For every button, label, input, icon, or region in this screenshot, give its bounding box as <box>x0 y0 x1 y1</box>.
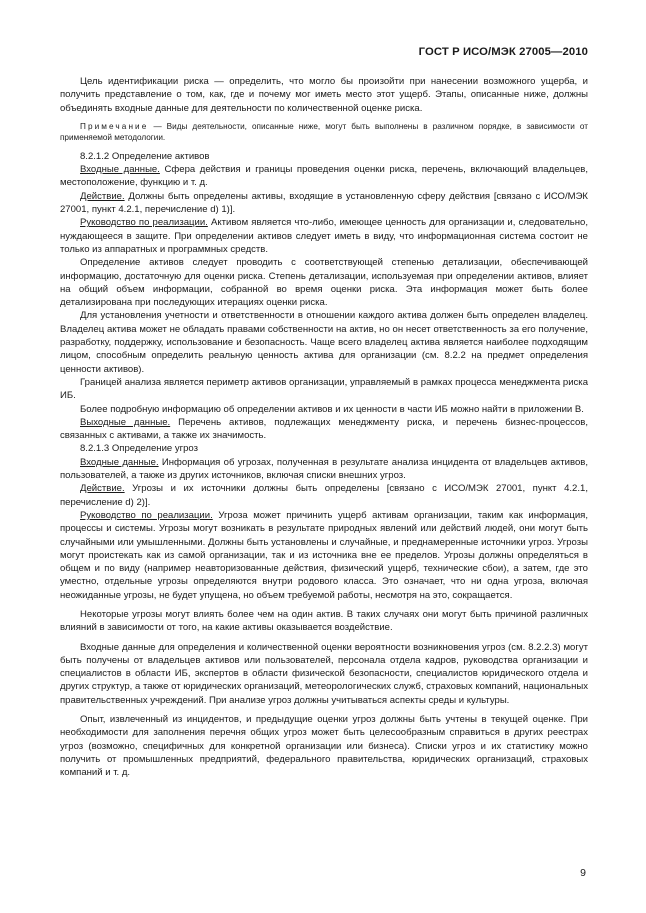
threats-input-text: Информация об угрозах, полученная в результате анализа инцидента от владельцев активов, пользователей, а также из других источников, включая списки внешних угроз. <box>60 456 588 482</box>
assets-input-text: Сфера действия и границы проведения оценки риска, перечень, включающий владельцев, местоположение, функцию и т. д. <box>60 164 588 189</box>
threats-input-label: Входные данные. <box>80 456 159 468</box>
assets-guide-paragraph <box>60 216 588 256</box>
threats-input-paragraph <box>60 456 588 483</box>
assets-action-label: Действие. <box>80 190 125 202</box>
assets-input-paragraph <box>60 163 588 190</box>
assets-output-paragraph <box>60 416 588 443</box>
threats-guide-label: Руководство по реализации. <box>80 509 213 521</box>
intro-paragraph: Цель идентификации риска — определить, что могло бы произойти при нанесении возможного ущерба, и получить представление о том, как, где и почему мог иметь место этот ущерб. Этапы, описанные ниже, должны объединять входные данные для деятельности по количественной оценке риска. <box>60 76 588 114</box>
more-info-paragraph: Более подробную информацию об определении активов и их ценности в части ИБ можно найти в приложении В. <box>80 403 584 415</box>
document-header: ГОСТ Р ИСО/МЭК 27005—2010 <box>418 46 588 58</box>
section-heading-threats: 8.2.1.3 Определение угроз <box>80 443 199 455</box>
note-paragraph <box>60 121 588 144</box>
section-heading-assets: 8.2.1.2 Определение активов <box>80 150 210 162</box>
assets-output-label: Выходные данные. <box>80 416 171 428</box>
owner-paragraph: Для установления учетности и ответственности в отношении каждого актива должен быть определен владелец. Владелец актива может не обладать правами собственности на актив, но он несет ответственность за его получение, разработку, поддержку, использование и безопасность. Чаще всего владелец актива является наиболее подходящим лицом, способным определить реальную ценность актива для организации (см. 8.2.2 на предмет определения ценности активов). <box>60 310 588 375</box>
note-text: — Виды деятельности, описанные ниже, могут быть выполнены в различном порядке, в зависимости от применяемой методологии. <box>60 121 588 143</box>
note-label: Примечание <box>80 121 149 131</box>
threat-inputs-paragraph: Входные данные для определения и количественной оценки вероятности возникновения угроз (см. 8.2.2.3) могут быть получены от владельцев активов или пользователей, персонала отдела кадров, руководства организации и специалистов в области ИБ, экспертов в области физической безопасности, специалистов юридического отдела и других структур, а также от юридических организаций, метеорологических служб, страховых компаний, национальных правительственных учреждений. При анализе угроз должны учитываться аспекты среды и культуры. <box>60 641 588 706</box>
assets-guide-label: Руководство по реализации. <box>80 217 208 229</box>
assets-action-text: Должны быть определены активы, входящие в установленную сферу действия [связано с ИСО/МЭК 27001, пункт 4.2.1, перечисление d) 1)]. <box>60 190 588 216</box>
threats-action-label: Действие. <box>80 483 125 495</box>
detail-paragraph: Определение активов следует проводить с соответствующей степенью детализации, обеспечивающей информацию, достаточную для оценки риска. Степень детализации, используемая при определении активов, влияет на общий объем информации, собранной во время оценки риска. Эта информация может быть более детализирована при последующих итерациях оценки риска. <box>60 257 588 309</box>
assets-output-text: Перечень активов, подлежащих менеджменту риска, и перечень бизнес-процессов, связанных с активами, а также их значимость. <box>60 416 588 442</box>
page-number: 9 <box>580 867 586 879</box>
assets-action-paragraph <box>60 190 588 217</box>
assets-guide-text: Активом является что-либо, имеющее ценность для организации и, следовательно, нуждающееся в защите. При определении активов следует иметь в виду, что информационная система состоит не только из аппаратных и программных средств. <box>60 217 588 255</box>
threats-action-text: Угрозы и их источники должны быть определены [связано с ИСО/МЭК 27001, пункт 4.2.1, перечисление d) 2)]. <box>60 483 588 508</box>
threats-guide-text: Угроза может причинить ущерб активам организации, таким как информация, процессы и системы. Угрозы могут возникать в результате природных явлений или действий людей, они могут быть случайными или умышленными. Должны быть установлены и случайные, и преднамеренные источники угроз. Угрозы могут проистекать как из самой организации, так и из источника вне ее пределов. Угрозы должны определяться в общем и по виду (например неавторизованные действия, физический ущерб, технические сбои), а затем, где это уместно, отдельные угрозы определяются внутри родового класса. Это означает, что ни одна угроза, включая неожиданные угрозы, не будет упущена, но объем требуемой работы, несмотря на это, сокращается. <box>60 509 588 601</box>
experience-paragraph: Опыт, извлеченный из инцидентов, и предыдущие оценки угроз должны быть учтены в текущей оценке. При необходимости для заполнения перечня общих угроз может быть целесообразным справиться в других реестрах угроз (возможно, специфичных для конкретной организации или бизнеса). Списки угроз и их статистику можно получить от промышленных предприятий, федерального правительства, юридических организаций, страховых компаний и т. д. <box>60 714 588 779</box>
threats-action-paragraph <box>60 482 588 509</box>
page-body <box>60 75 588 780</box>
assets-input-label: Входные данные. <box>80 164 160 176</box>
several-assets-paragraph: Некоторые угрозы могут влиять более чем на один актив. В таких случаях они могут быть причиной различных влияний в зависимости от того, на какие активы оказывается воздействие. <box>60 608 588 634</box>
boundary-paragraph: Границей анализа является периметр активов организации, управляемый в рамках процесса менеджмента риска ИБ. <box>60 376 588 402</box>
threats-guide-paragraph <box>60 509 588 602</box>
